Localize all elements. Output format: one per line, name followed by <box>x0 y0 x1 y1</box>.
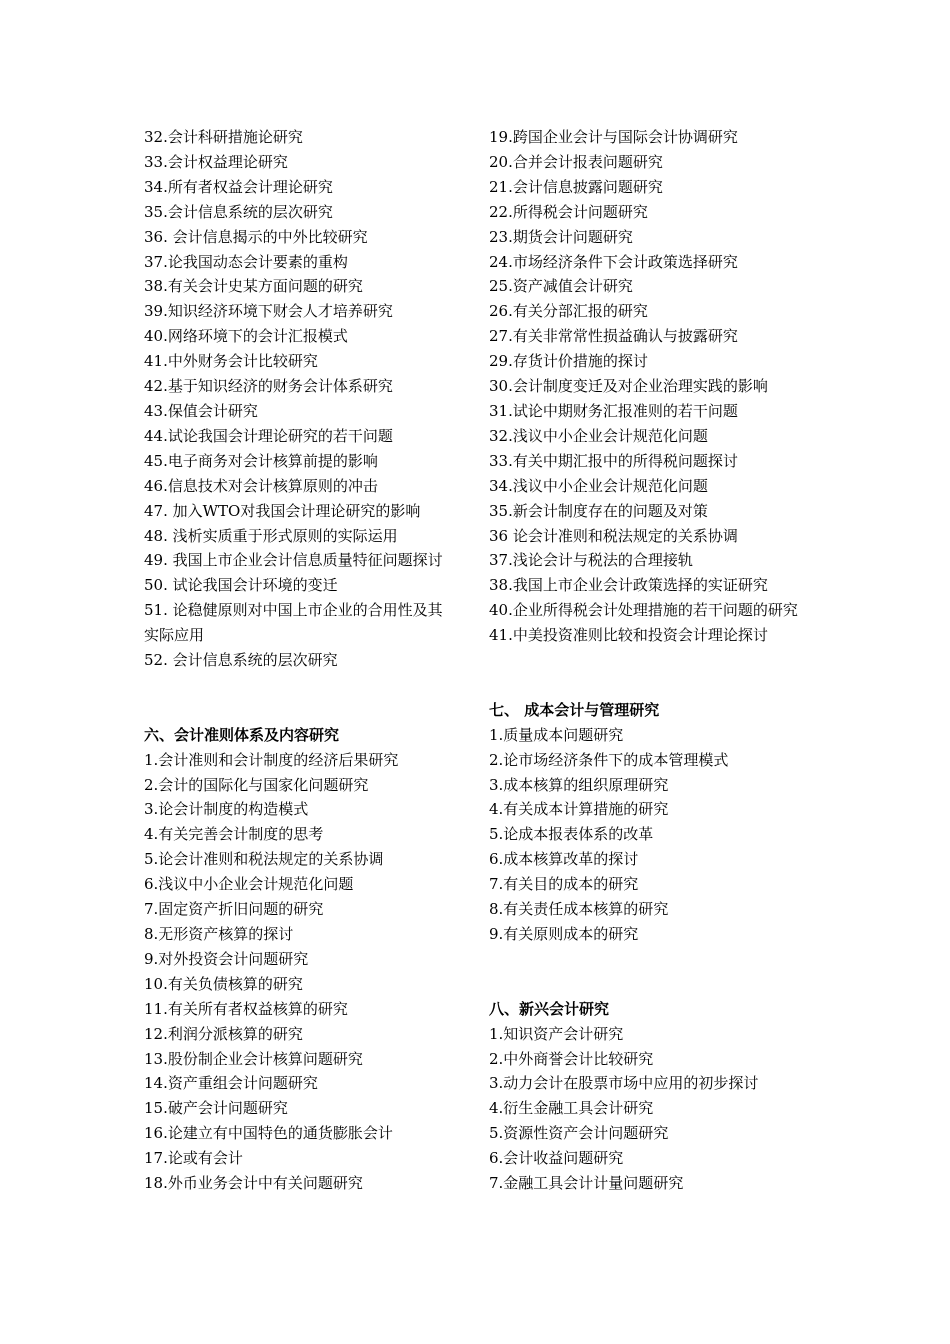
list-item: 1.会计准则和会计制度的经济后果研究 <box>144 750 399 769</box>
list-item: 16.论建立有中国特色的通货膨胀会计 <box>144 1124 393 1143</box>
list-item: 6.浅议中小企业会计规范化问题 <box>144 875 354 894</box>
list-item: 45.电子商务对会计核算前提的影响 <box>144 451 378 470</box>
list-item: 3.成本核算的组织原理研究 <box>489 775 669 794</box>
spacer <box>489 648 805 698</box>
list-item: 41.中外财务会计比较研究 <box>144 352 318 371</box>
section-heading: 七、 成本会计与管理研究 <box>489 700 660 719</box>
list-item: 34.浅议中小企业会计规范化问题 <box>489 476 708 495</box>
list-item: 29.存货计价措施的探讨 <box>489 352 648 371</box>
list-item: 1.质量成本问题研究 <box>489 725 624 744</box>
list-item: 26.有关分部汇报的研究 <box>489 302 648 321</box>
list-item: 7.有关目的成本的研究 <box>489 875 639 894</box>
list-item: 2.会计的国际化与国家化问题研究 <box>144 775 369 794</box>
list-item: 18.外币业务会计中有关问题研究 <box>144 1174 363 1193</box>
section-6 <box>144 723 450 1196</box>
list-item: 52. 会计信息系统的层次研究 <box>144 651 338 670</box>
list-item: 11.有关所有者权益核算的研究 <box>144 999 348 1018</box>
list-item: 36. 会计信息揭示的中外比较研究 <box>144 227 368 246</box>
list-item: 49. 我国上市企业会计信息质量特征问题探讨 <box>144 551 443 570</box>
list-item: 43.保值会计研究 <box>144 401 258 420</box>
list-item: 23.期货会计问题研究 <box>489 227 633 246</box>
list-item: 1.知识资产会计研究 <box>489 1024 624 1043</box>
list-item: 6.成本核算改革的探讨 <box>489 850 639 869</box>
list-item: 50. 试论我国会计环境的变迁 <box>144 576 338 595</box>
section-heading: 六、会计准则体系及内容研究 <box>144 725 340 744</box>
topic-list-continued-left <box>144 125 450 673</box>
list-item: 32.会计科研措施论研究 <box>144 128 303 146</box>
section-6-list <box>144 748 450 1196</box>
list-item: 41.中美投资准则比较和投资会计理论探讨 <box>489 626 768 645</box>
list-item: 32.浅议中小企业会计规范化问题 <box>489 426 708 445</box>
list-item: 47. 加入WTO对我国会计理论研究的影响 <box>144 501 421 520</box>
list-item: 35.新会计制度存在的问题及对策 <box>489 501 708 520</box>
list-item: 3.论会计制度的构造模式 <box>144 800 309 819</box>
list-item: 8.有关责任成本核算的研究 <box>489 900 669 919</box>
list-item: 4.有关完善会计制度的思考 <box>144 825 324 844</box>
list-item: 6.会计收益问题研究 <box>489 1149 624 1168</box>
list-item: 36 论会计准则和税法规定的关系协调 <box>489 526 738 545</box>
section-heading: 八、新兴会计研究 <box>489 999 610 1018</box>
list-item: 22.所得税会计问题研究 <box>489 202 648 221</box>
spacer <box>489 947 805 997</box>
section-8-list <box>489 1022 805 1196</box>
list-item: 2.论市场经济条件下的成本管理模式 <box>489 750 729 769</box>
list-item: 13.股份制企业会计核算问题研究 <box>144 1049 363 1068</box>
list-item: 34.所有者权益会计理论研究 <box>144 177 333 196</box>
list-item: 37.论我国动态会计要素的重构 <box>144 252 348 271</box>
list-item: 4.有关成本计算措施的研究 <box>489 800 669 819</box>
list-item: 37.浅论会计与税法的合理接轨 <box>489 551 693 570</box>
list-item: 33.有关中期汇报中的所得税问题探讨 <box>489 451 738 470</box>
list-item: 14.资产重组会计问题研究 <box>144 1074 318 1093</box>
list-item: 8.无形资产核算的探讨 <box>144 924 294 943</box>
list-item: 5.资源性资产会计问题研究 <box>489 1124 669 1143</box>
list-item: 35.会计信息系统的层次研究 <box>144 202 333 221</box>
list-item: 31.试论中期财务汇报准则的若干问题 <box>489 401 738 420</box>
list-item: 12.利润分派核算的研究 <box>144 1024 303 1043</box>
spacer <box>144 673 450 723</box>
list-item: 40.网络环境下的会计汇报模式 <box>144 327 348 346</box>
list-item: 38.有关会计史某方面问题的研究 <box>144 277 363 296</box>
topic-list-continued-right <box>489 125 805 648</box>
right-column <box>489 125 805 1196</box>
list-item: 20.合并会计报表问题研究 <box>489 152 663 171</box>
list-item: 27.有关非常常性损益确认与披露研究 <box>489 327 738 346</box>
list-item: 7.固定资产折旧问题的研究 <box>144 900 324 919</box>
left-column <box>144 125 450 1196</box>
list-item: 38.我国上市企业会计政策选择的实证研究 <box>489 576 768 595</box>
list-item: 9.有关原则成本的研究 <box>489 924 639 943</box>
list-item: 17.论或有会计 <box>144 1149 243 1168</box>
list-item: 4.衍生金融工具会计研究 <box>489 1099 654 1118</box>
list-item: 3.动力会计在股票市场中应用的初步探讨 <box>489 1074 759 1093</box>
list-item: 51. 论稳健原则对中国上市企业的合用性及其实际应用 <box>144 601 443 645</box>
list-item: 19.跨国企业会计与国际会计协调研究 <box>489 128 738 146</box>
list-item: 2.中外商誉会计比较研究 <box>489 1049 654 1068</box>
list-item: 5.论成本报表体系的改革 <box>489 825 654 844</box>
list-item: 5.论会计准则和税法规定的关系协调 <box>144 850 384 869</box>
list-item: 48. 浅析实质重于形式原则的实际运用 <box>144 526 398 545</box>
section-8 <box>489 997 805 1196</box>
list-item: 24.市场经济条件下会计政策选择研究 <box>489 252 738 271</box>
list-item: 44.试论我国会计理论研究的若干问题 <box>144 426 393 445</box>
list-item: 30.会计制度变迁及对企业治理实践的影响 <box>489 377 768 396</box>
list-item: 10.有关负债核算的研究 <box>144 974 303 993</box>
list-item: 42.基于知识经济的财务会计体系研究 <box>144 377 393 396</box>
list-item: 7.金融工具会计计量问题研究 <box>489 1174 684 1193</box>
list-item: 40.企业所得税会计处理措施的若干问题的研究 <box>489 601 798 620</box>
list-item: 39.知识经济环境下财会人才培养研究 <box>144 302 393 321</box>
list-item: 25.资产减值会计研究 <box>489 277 633 296</box>
section-7 <box>489 698 805 947</box>
list-item: 9.对外投资会计问题研究 <box>144 949 309 968</box>
list-item: 46.信息技术对会计核算原则的冲击 <box>144 476 378 495</box>
section-7-list <box>489 723 805 947</box>
list-item: 21.会计信息披露问题研究 <box>489 177 663 196</box>
list-item: 33.会计权益理论研究 <box>144 152 288 171</box>
list-item: 15.破产会计问题研究 <box>144 1099 288 1118</box>
